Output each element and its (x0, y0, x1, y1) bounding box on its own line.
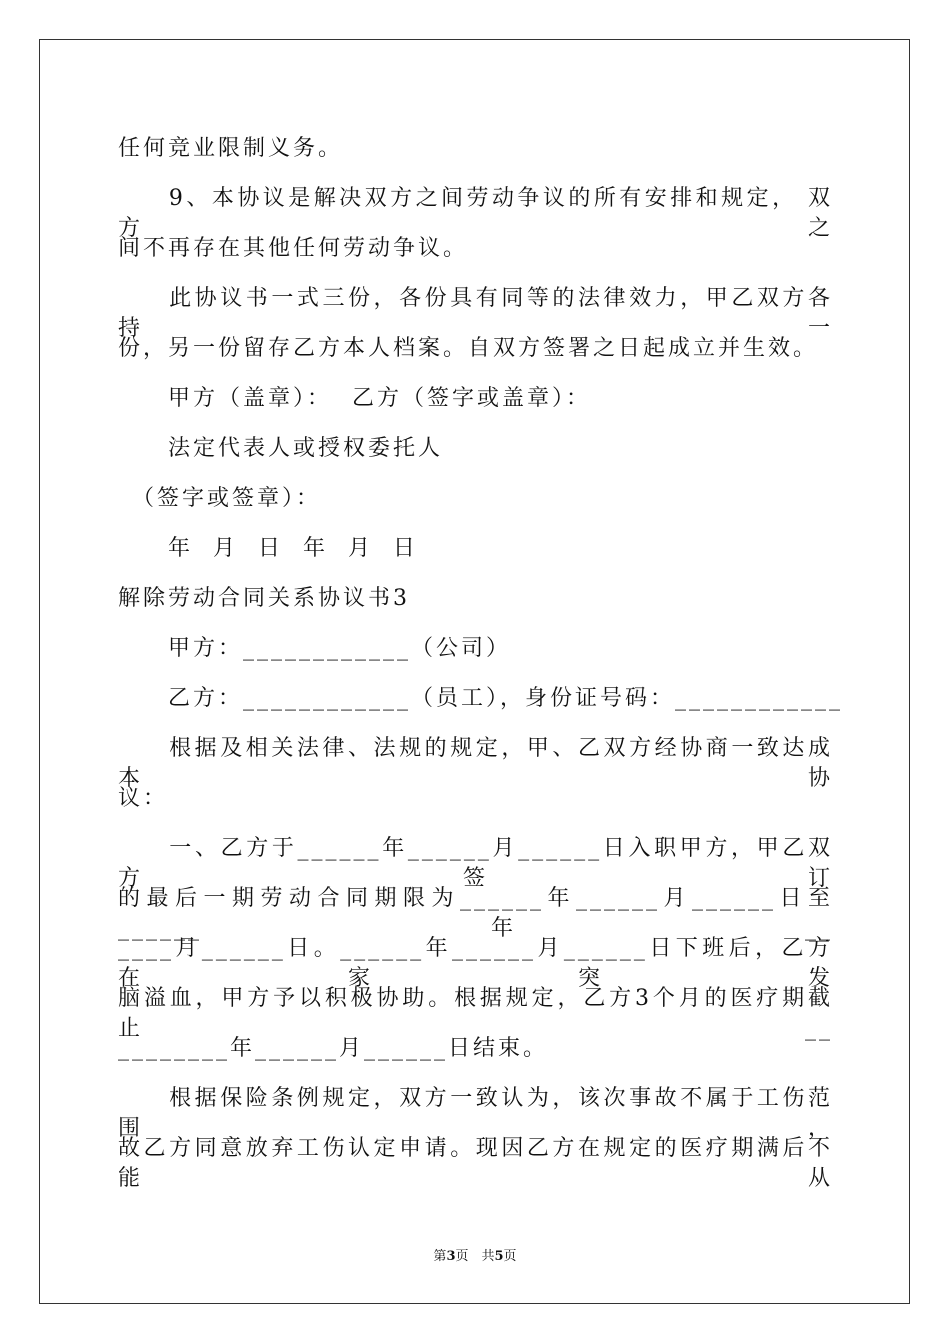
text-line: 故乙方同意放弃工伤认定申请。现因乙方在规定的医疗期满后不能从 (118, 1136, 833, 1191)
text-line: 此协议书一式三份，各份具有同等的法律效力，甲乙双方各持一 (118, 286, 833, 341)
signature-line: 甲方（盖章）： 乙方（签字或盖章）： (118, 386, 591, 411)
text-line: 议： (118, 786, 169, 811)
footer-prefix: 第 (433, 1249, 447, 1264)
current-page-number: 3 (446, 1249, 456, 1264)
text-line: （签字或签章）： (118, 486, 322, 511)
section-title: 解除劳动合同关系协议书3 (118, 586, 410, 611)
text-line: 9、本协议是解决双方之间劳动争议的所有安排和规定， 双方之 (118, 186, 833, 241)
text-line: 法定代表人或授权委托人 (118, 436, 444, 461)
page-footer (0, 1248, 950, 1266)
text-line: 任何竞业限制义务。 (118, 136, 344, 161)
text-line: 一、乙方于______年______月______日入职甲方，甲乙双方签订 (118, 836, 833, 891)
text-line: 根据及相关法律、法规的规定，甲、乙双方经协商一致达成本协 (118, 736, 833, 791)
total-pages-number: 5 (494, 1249, 504, 1264)
party-a-line: 甲方：____________（公司） (118, 636, 512, 661)
text-line: 份，另一份留存乙方本人档案。自双方签署之日起成立并生效。 (118, 336, 819, 361)
text-line: 根据保险条例规定，双方一致认为，该次事故不属于工伤范围， (118, 1086, 833, 1141)
date-line: 年 月 日 年 月 日 (118, 536, 418, 561)
party-b-line: 乙方：____________（员工），身份证号码：____________ (118, 686, 844, 711)
text-line: ____月______日。______年______月______日下班后，乙方在家突发 (118, 936, 833, 991)
text-line: 的最后一期劳动合同期限为______年______月______日至______年__ (118, 886, 833, 941)
footer-mid: 页 共 (455, 1249, 495, 1264)
text-line: 脑溢血，甲方予以积极协助。根据规定，乙方3个月的医疗期截止__ (118, 986, 833, 1041)
text-line: ________年______月______日结束。 (118, 1036, 549, 1061)
footer-suffix: 页 (503, 1249, 517, 1264)
text-line: 间不再存在其他任何劳动争议。 (118, 236, 469, 261)
